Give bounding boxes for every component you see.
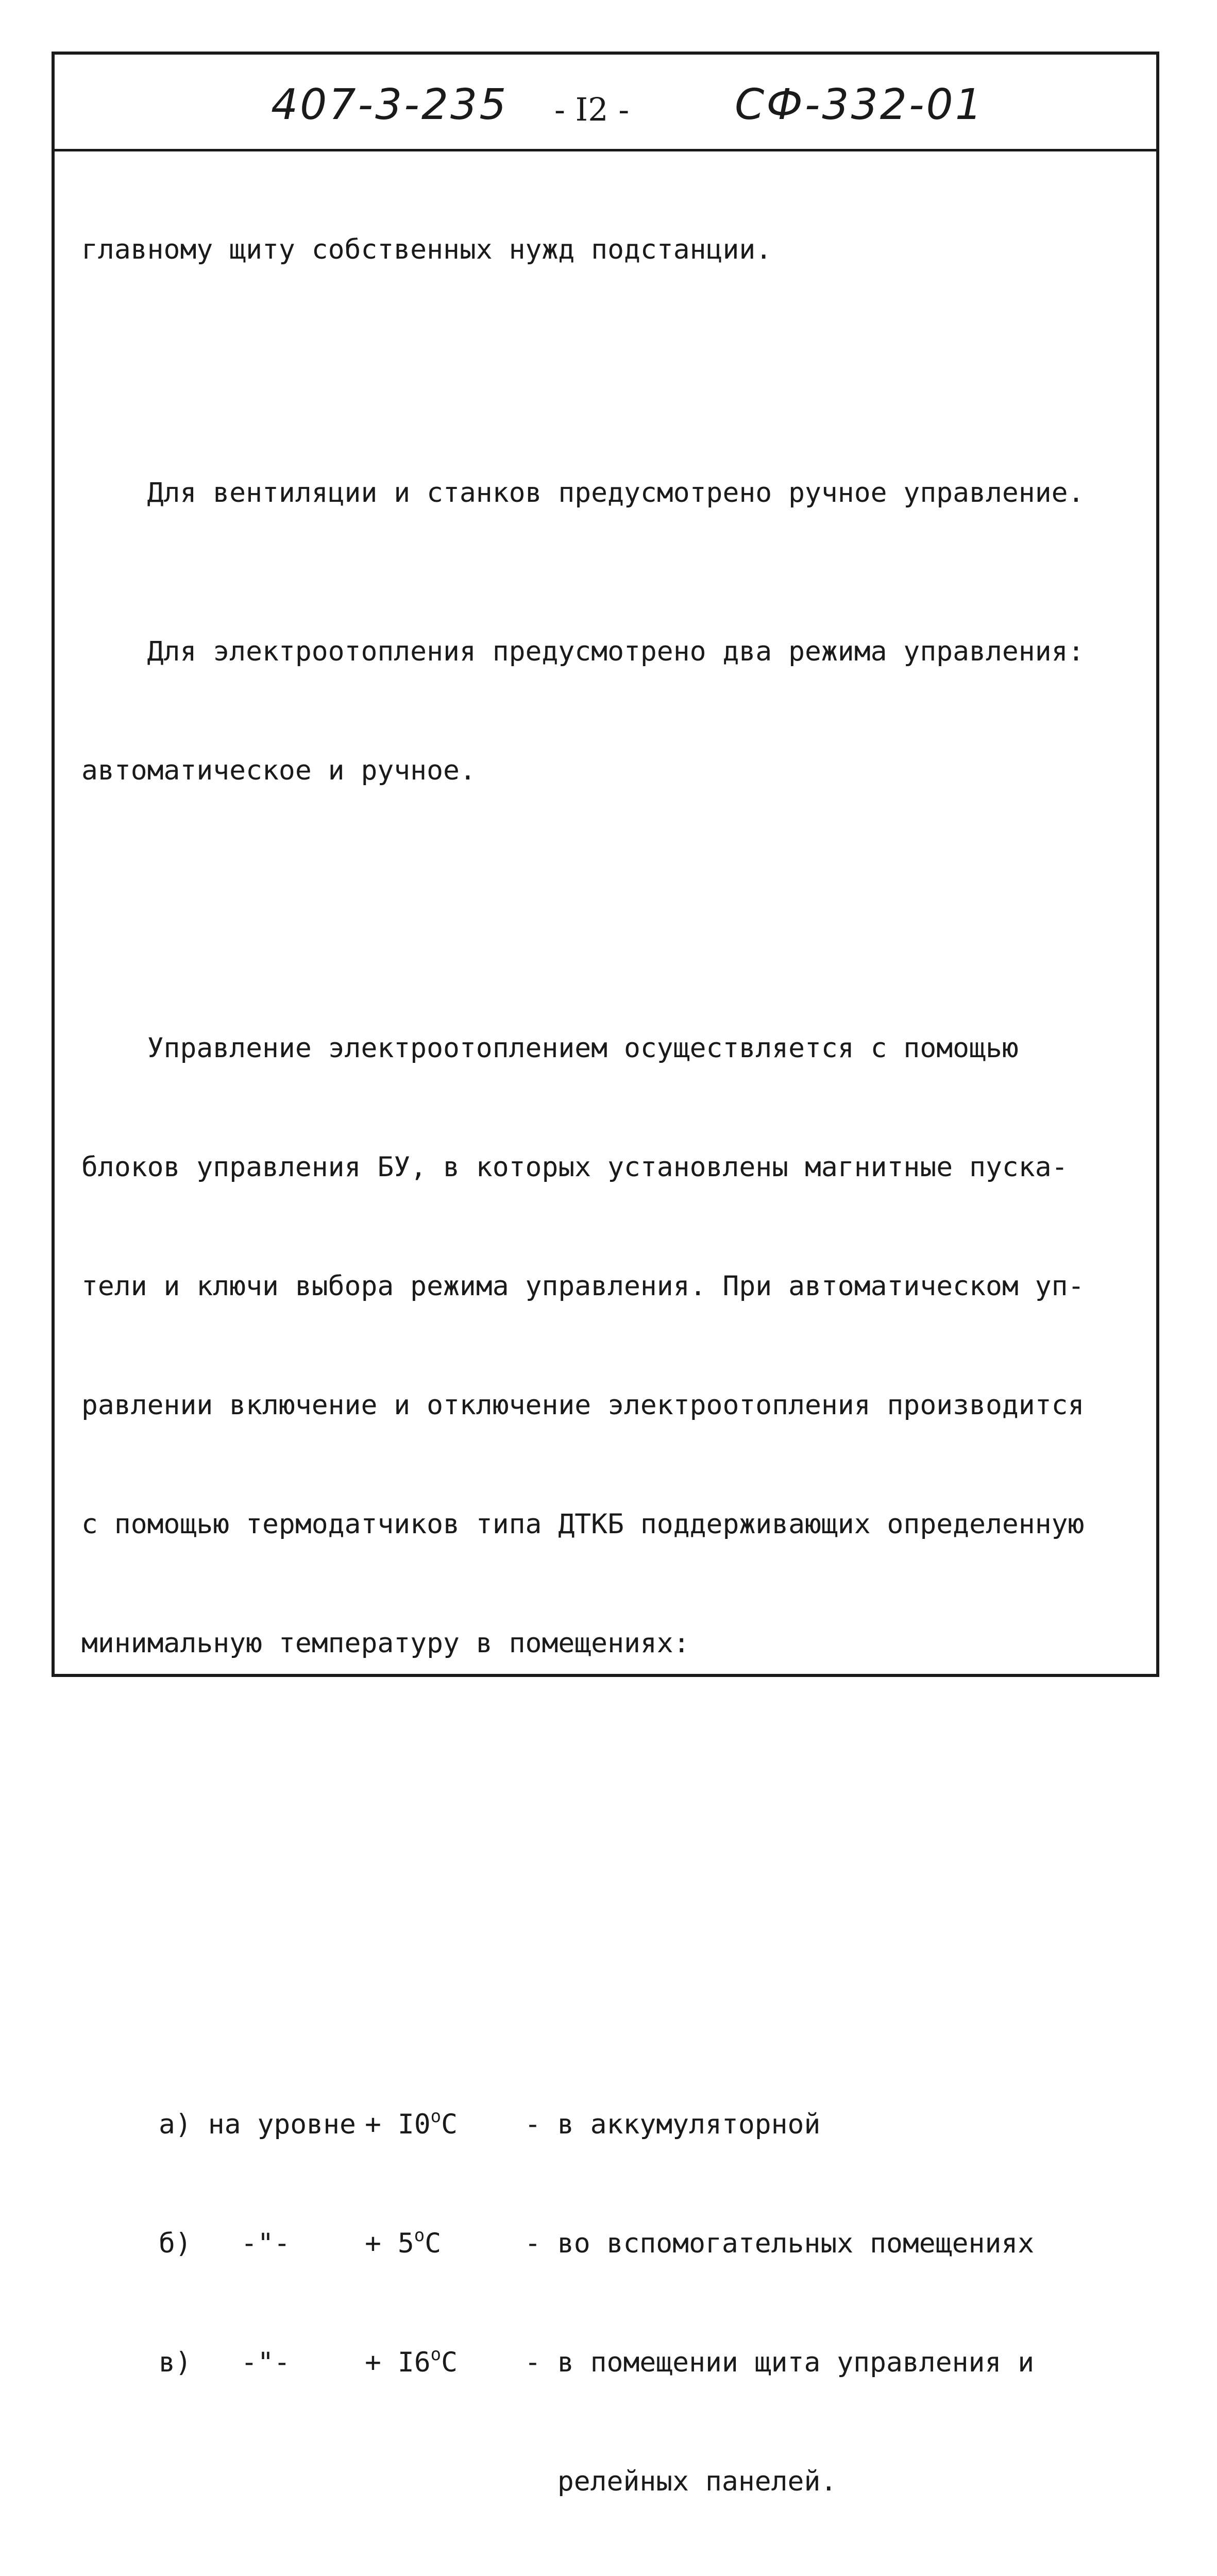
list-desc: - во вспомогательных помещениях (525, 2228, 1035, 2259)
text-line: с помощью термодатчиков типа ДТКБ поддерживающих определенную (81, 1509, 1085, 1540)
list-item (159, 2343, 1148, 2382)
text-line: тели и ключи выбора режима управления. При автоматическом уп- (81, 1270, 1085, 1302)
list-label: б) -"- (159, 2228, 291, 2259)
text-line: Для электроотопления предусмотрено два режима управления: (81, 636, 1085, 667)
list-label: а) на уровне (159, 2109, 356, 2140)
text-line: главному щиту собственных нужд подстанции. (81, 234, 772, 265)
text-line: Управление электроотоплением осуществляется с помощью (81, 1032, 1019, 1064)
text-line: минимальную температуру в помещениях: (81, 1628, 690, 1659)
temp-value: + $5^оС$ (365, 2225, 442, 2259)
list-desc: - в помещении щита управления и (525, 2347, 1035, 2378)
temp-value: + $I0^оС$ (365, 2106, 458, 2140)
text-line: Для вентиляции и станков предусмотрено ручное управление. (81, 477, 1085, 509)
list-desc: релейных панелей. (525, 2466, 837, 2497)
sheet-code: СФ-332-01 (735, 80, 984, 129)
list-label: в) -"- (159, 2347, 291, 2378)
text-line: равлении включение и отключение электроотопления производится (81, 1389, 1085, 1421)
text-line: блоков управления БУ, в которых установлены магнитные пуска- (81, 1151, 1068, 1183)
document-body (81, 111, 1148, 2576)
list-item (159, 2105, 1148, 2144)
temp-value (365, 2462, 525, 2501)
temperature-list (81, 2025, 1148, 2576)
document-code: 407-3-235 (271, 80, 509, 129)
temp-value: + $I6^оС$ (365, 2344, 458, 2378)
list-item (159, 2224, 1148, 2263)
list-item (159, 2462, 1148, 2501)
list-desc: - в аккумуляторной (525, 2109, 821, 2140)
list-label (159, 2462, 365, 2501)
text-line: автоматическое и ручное. (81, 755, 476, 786)
page-number: - I2 - (554, 91, 630, 128)
